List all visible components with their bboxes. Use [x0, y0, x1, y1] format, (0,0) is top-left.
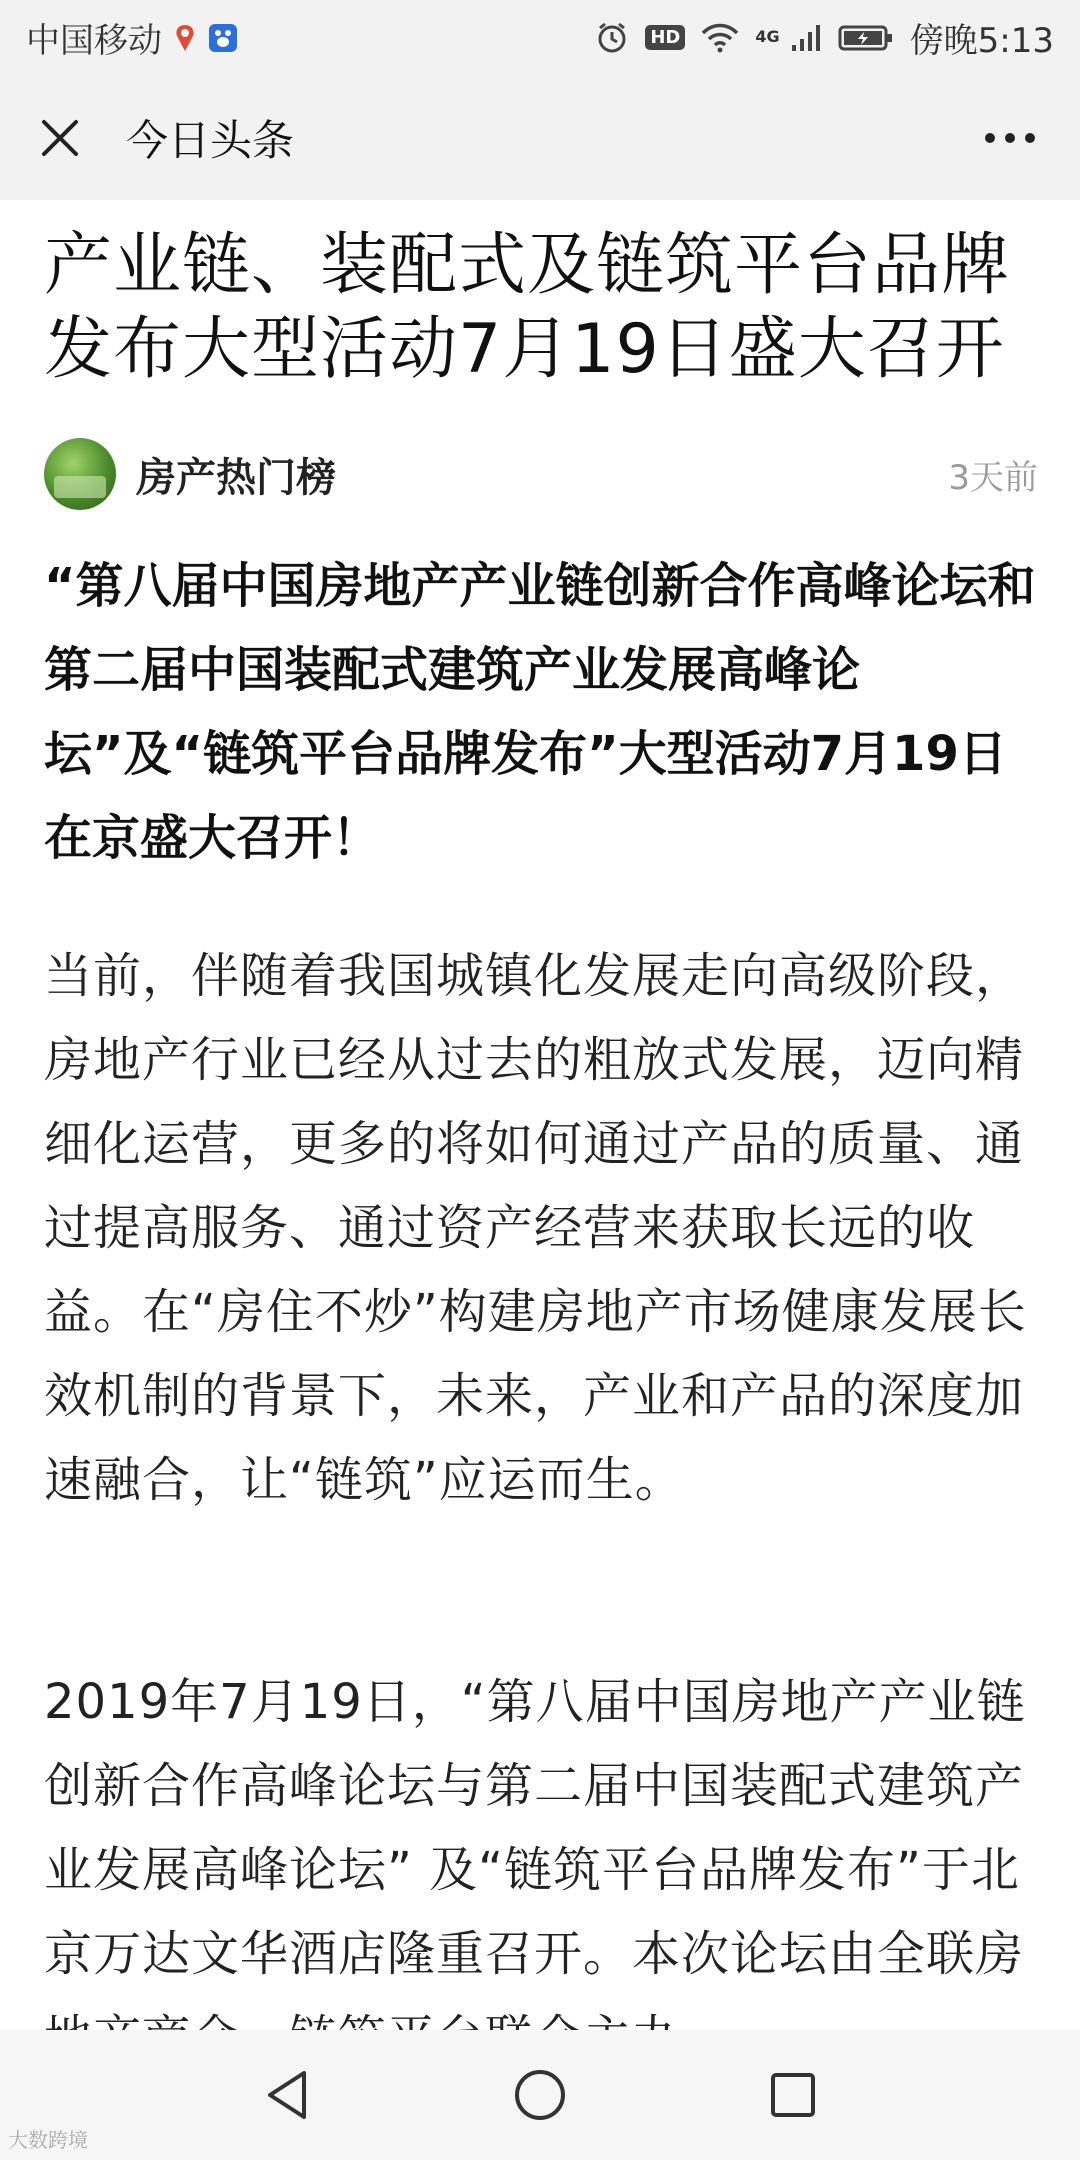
status-right — [595, 13, 1054, 62]
recents-button[interactable] — [748, 2050, 838, 2140]
article-paragraph: 2019年7月19日，“第八届中国房地产产业链创新合作高峰论坛与第二届中国装配式建筑产业发展高峰论坛” 及“链筑平台品牌发布”于北京万达文华酒店隆重召开。本次论坛由全联房 — [44, 1674, 1026, 1982]
map-pin-icon — [172, 23, 198, 53]
navigation-bar — [0, 2030, 1080, 2160]
close-button[interactable] — [30, 108, 90, 168]
status-left — [26, 13, 238, 62]
author-row — [44, 434, 1038, 514]
back-triangle-icon — [262, 2068, 312, 2122]
recents-square-icon — [769, 2071, 817, 2119]
back-button[interactable] — [242, 2050, 332, 2140]
article-content[interactable] — [0, 200, 1080, 2030]
app-title: 今日头条 — [126, 115, 295, 165]
clock-time: 傍晚5:13 — [909, 21, 1054, 61]
home-circle-icon — [513, 2068, 567, 2122]
home-button[interactable] — [495, 2050, 585, 2140]
battery-charging-icon — [838, 24, 894, 52]
title-bar — [0, 75, 1080, 200]
network-type: 4G — [755, 27, 780, 46]
alarm-clock-icon — [595, 21, 629, 55]
article-title: 产业链、装配式及链筑平台品牌发布大型活动7月19日盛大召开 — [44, 226, 1011, 389]
author-avatar[interactable] — [44, 438, 116, 510]
article-paragraph: 当前，伴随着我国城镇化发展走向高级阶段，房地产行业已经从过去的粗放式发展，迈向精细化运营，更多的将如何通过产品的质量、通过提高服务、通过资产经营来获取长远的收益。在“房住不炒”构建房地产市场健康发展长效机制的背景下，未来，产业和产品的深度加速融合，让“链筑”应运而生。 — [44, 948, 1027, 1508]
watermark: 大数跨境 — [8, 2128, 88, 2152]
article-lead: “第八届中国房地产产业链创新合作高峰论坛和第二届中国装配式建筑产业发展高峰论坛”及“链筑平台品牌发布”大型活动7月19日在京盛大召开！ — [44, 558, 1036, 866]
post-time: 3天前 — [948, 457, 1038, 498]
close-icon — [38, 116, 82, 160]
wifi-icon — [701, 23, 739, 53]
more-dots-icon — [983, 131, 1037, 145]
baidu-paw-icon — [208, 23, 238, 53]
author-name[interactable]: 房产热门榜 — [136, 454, 336, 501]
more-options-button[interactable] — [970, 108, 1050, 168]
carrier-label: 中国移动 — [26, 21, 162, 61]
signal-icon — [790, 23, 822, 53]
status-bar — [0, 0, 1080, 75]
hd-badge: HD — [645, 25, 685, 50]
